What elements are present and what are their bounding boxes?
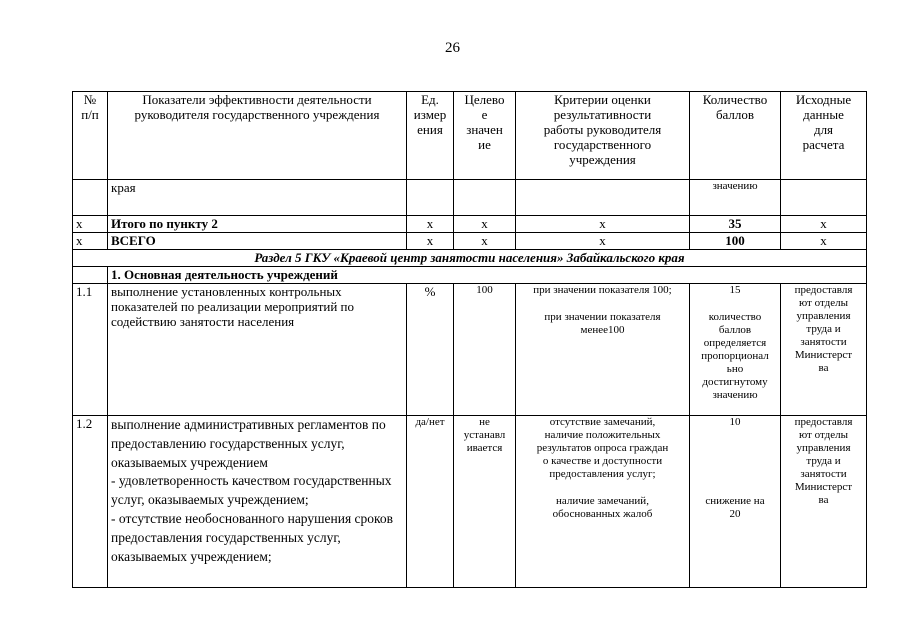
header-points: Количество баллов	[690, 92, 781, 180]
total-2-num: х	[73, 216, 108, 233]
header-source: Исходные данные для расчета	[781, 92, 867, 180]
header-unit: Ед. измер ения	[407, 92, 454, 180]
row-1-2-points	[690, 416, 781, 588]
total-2-unit: х	[407, 216, 454, 233]
row-1-2-criteria-b: наличие замечаний, обоснованных жалоб	[552, 495, 653, 520]
row-1-1-indicator: выполнение установленных контрольных показателей по реализации мероприятий по содействию занятости населения	[108, 284, 407, 416]
total-all-points: 100	[690, 233, 781, 250]
total-row-point-2	[73, 216, 867, 233]
row-1-1-points	[690, 284, 781, 416]
page-number: 26	[445, 40, 460, 56]
row-1-1-points-a: 15	[729, 284, 741, 296]
total-2-points: 35	[690, 216, 781, 233]
row-1-2-source: предоставля ют отделы управления труда и занятости Министерст ва	[781, 416, 867, 588]
row-1-1-points-b: количество баллов определяется пропорционал ьно достигнутому значению	[701, 311, 769, 401]
table-header-row	[73, 92, 867, 180]
total-all-source: х	[781, 233, 867, 250]
cont-points: значению	[690, 180, 781, 216]
subsection-title: 1. Основная деятельность учреждений	[108, 267, 867, 284]
cont-indicator: края	[108, 180, 407, 216]
total-all-num: х	[73, 233, 108, 250]
section-title: Раздел 5 ГКУ «Краевой центр занятости населения» Забайкальского края	[73, 250, 867, 267]
total-2-target: х	[454, 216, 516, 233]
row-1-2-points-b: снижение на 20	[705, 495, 765, 520]
row-1-1-unit: %	[407, 284, 454, 416]
row-1-2-points-a: 10	[729, 416, 741, 428]
row-1-1-target: 100	[454, 284, 516, 416]
total-row-all	[73, 233, 867, 250]
row-1-2-num: 1.2	[73, 416, 108, 588]
table-row-1-1	[73, 284, 867, 416]
total-all-label: ВСЕГО	[108, 233, 407, 250]
total-2-source: х	[781, 216, 867, 233]
header-indicator: Показатели эффективности деятельности руководителя государственного учреждения	[108, 92, 407, 180]
row-1-2-target: не устанавл ивается	[454, 416, 516, 588]
section-title-row	[73, 250, 867, 267]
subsection-title-row	[73, 267, 867, 284]
header-criteria: Критерии оценки результативности работы руководителя государственного учреждения	[516, 92, 690, 180]
continuation-row	[73, 180, 867, 216]
row-1-1-criteria	[516, 284, 690, 416]
row-1-2-unit: да/нет	[407, 416, 454, 588]
total-2-criteria: х	[516, 216, 690, 233]
row-1-1-source: предоставля ют отделы управления труда и занятости Министерст ва	[781, 284, 867, 416]
row-1-1-criteria-a: при значении показателя 100;	[533, 284, 672, 296]
row-1-1-num: 1.1	[73, 284, 108, 416]
row-1-2-criteria-a: отсутствие замечаний, наличие положительных результатов опроса граждан о качестве и доступности предоставления услуг;	[536, 416, 669, 480]
row-1-2-indicator: выполнение административных регламентов по предоставлению государственных услуг, оказываемых учреждением - удовлетворенность качеством государственных услуг, оказываемых учреждением; - отсутствие необоснованного нарушения сроков предоставления государственных услуг, оказываемых учреждением;	[108, 416, 407, 588]
header-target: Целево е значен ие	[454, 92, 516, 180]
row-1-1-criteria-b: при значении показателя менее100	[544, 311, 661, 336]
total-all-unit: х	[407, 233, 454, 250]
table-row-1-2	[73, 416, 867, 588]
row-1-2-criteria	[516, 416, 690, 588]
indicators-table	[72, 91, 867, 588]
total-all-criteria: х	[516, 233, 690, 250]
total-all-target: х	[454, 233, 516, 250]
total-2-label: Итого по пункту 2	[108, 216, 407, 233]
header-num: № п/п	[73, 92, 108, 180]
